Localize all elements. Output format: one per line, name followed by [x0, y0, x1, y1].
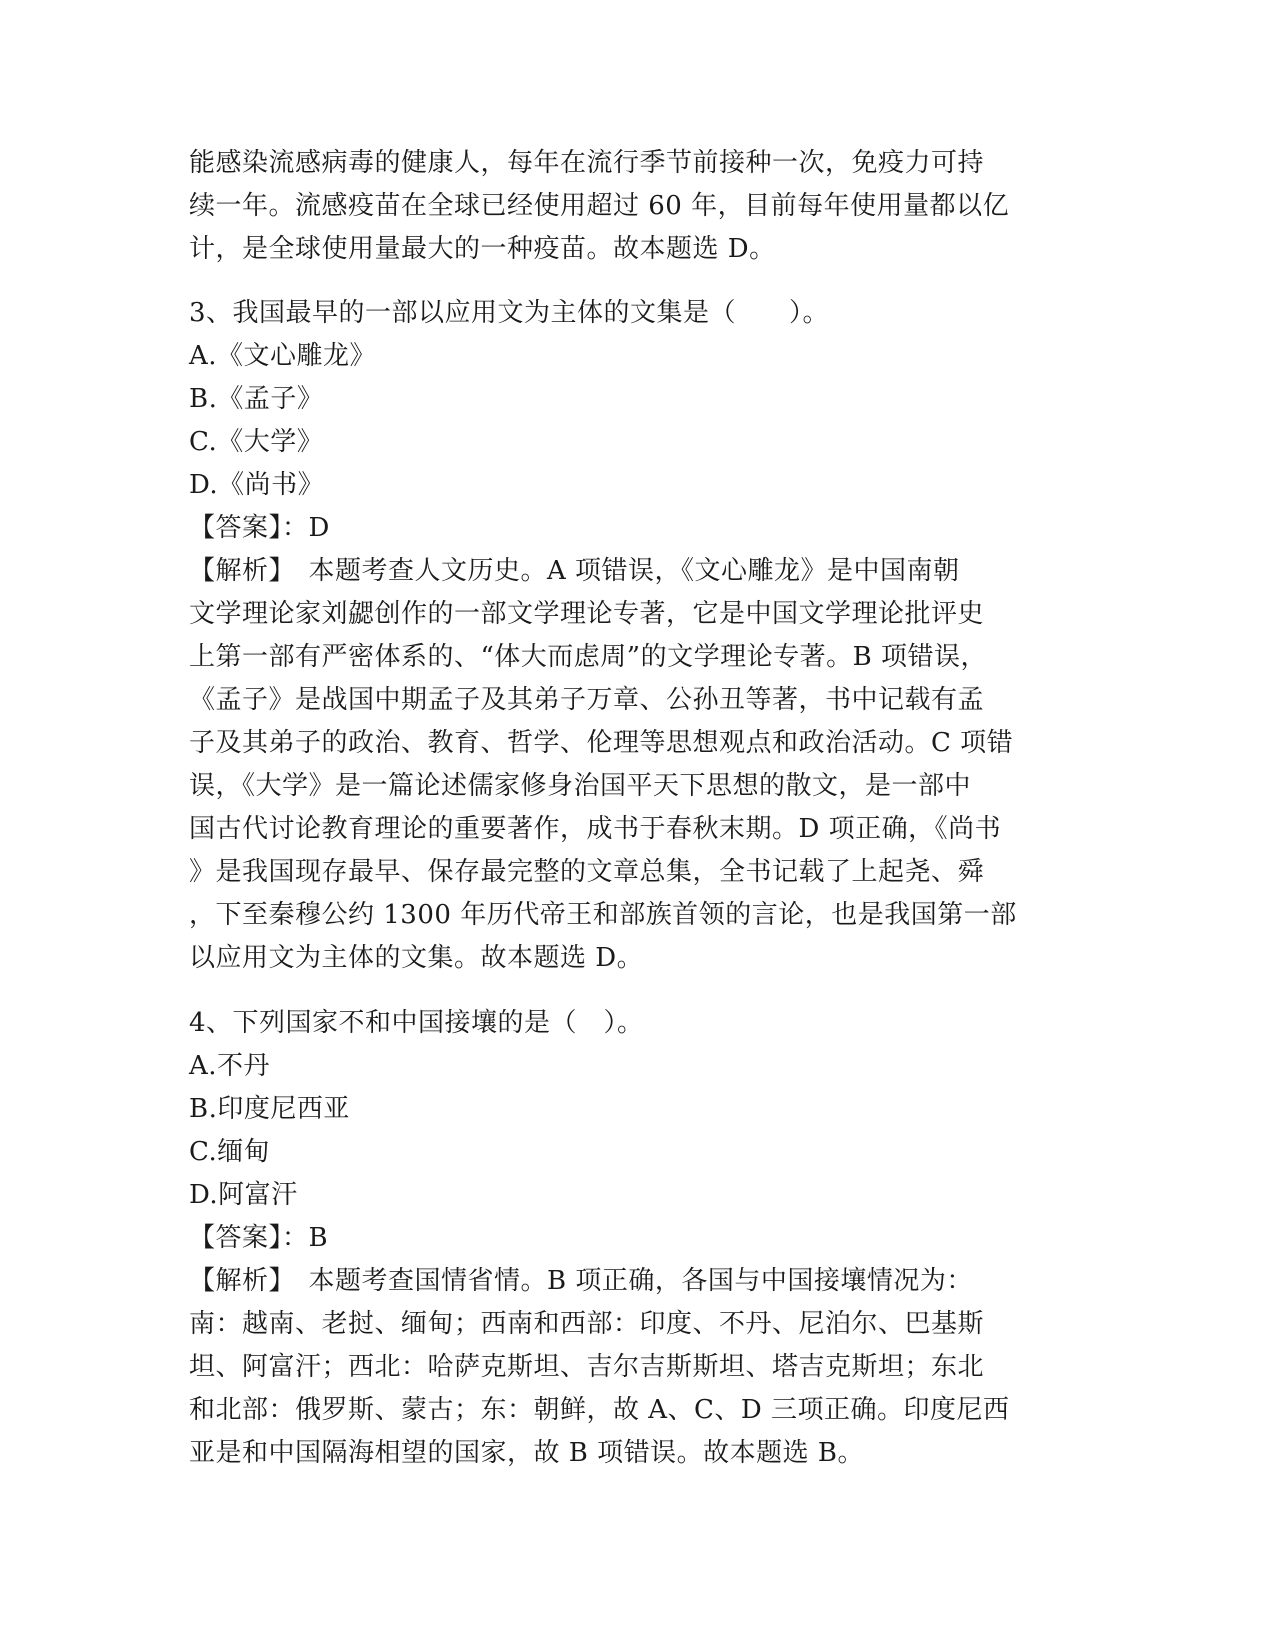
text-line: 计，是全球使用量最大的一种疫苗。故本题选 D。	[189, 234, 776, 264]
option-a: A.《文心雕龙》	[189, 341, 377, 371]
document-page	[189, 142, 1089, 1475]
question-text: 3、我国最早的一部以应用文为主体的文集是（ ）。	[189, 298, 830, 328]
explanation-line: 》是我国现存最早、保存最完整的文章总集，全书记载了上起尧、舜	[189, 857, 985, 887]
explanation-line: ，下至秦穆公约 1300 年历代帝王和部族首领的言论，也是我国第一部	[189, 900, 1017, 930]
explanation-line: 【解析】 本题考查国情省情。B 项正确，各国与中国接壤情况为：	[189, 1266, 973, 1296]
question-text: 4、下列国家不和中国接壤的是（ ）。	[189, 1008, 644, 1038]
option-c: C.缅甸	[189, 1137, 271, 1167]
option-a: A.不丹	[189, 1051, 271, 1081]
explanation-line: 文学理论家刘勰创作的一部文学理论专著，它是中国文学理论批评史	[189, 599, 985, 629]
option-c: C.《大学》	[189, 427, 324, 457]
explanation-line: 国古代讨论教育理论的重要著作，成书于春秋末期。D 项正确，《尚书	[189, 814, 1002, 844]
option-d: D.《尚书》	[189, 470, 325, 500]
explanation-line: 子及其弟子的政治、教育、哲学、伦理等思想观点和政治活动。C 项错	[189, 728, 1014, 758]
text-line: 能感染流感病毒的健康人，每年在流行季节前接种一次，免疫力可持	[189, 148, 985, 178]
question-3	[189, 292, 1089, 980]
explanation-line: 南：越南、老挝、缅甸；西南和西部：印度、不丹、尼泊尔、巴基斯	[189, 1309, 985, 1339]
option-b: B.《孟子》	[189, 384, 324, 414]
text-line: 续一年。流感疫苗在全球已经使用超过 60 年，目前每年使用量都以亿	[189, 191, 1010, 221]
explanation-line: 坦、阿富汗；西北：哈萨克斯坦、吉尔吉斯斯坦、塔吉克斯坦；东北	[189, 1352, 985, 1382]
question-4	[189, 1002, 1089, 1475]
explanation-line: 上第一部有严密体系的、“体大而虑周”的文学理论专著。B 项错误，	[189, 642, 987, 672]
option-d: D.阿富汗	[189, 1180, 298, 1210]
intro-explanation	[189, 142, 1089, 271]
explanation-line: 【解析】 本题考查人文历史。A 项错误，《文心雕龙》是中国南朝	[189, 556, 960, 586]
explanation-line: 误，《大学》是一篇论述儒家修身治国平天下思想的散文，是一部中	[189, 771, 972, 801]
option-b: B.印度尼西亚	[189, 1094, 350, 1124]
explanation-line: 亚是和中国隔海相望的国家，故 B 项错误。故本题选 B。	[189, 1438, 865, 1468]
answer-line: 【答案】：B	[189, 1223, 329, 1253]
explanation-line: 以应用文为主体的文集。故本题选 D。	[189, 943, 644, 973]
explanation-line: 和北部：俄罗斯、蒙古；东：朝鲜，故 A、C、D 三项正确。印度尼西	[189, 1395, 1010, 1425]
explanation-line: 《孟子》是战国中期孟子及其弟子万章、公孙丑等著，书中记载有孟	[189, 685, 985, 715]
answer-line: 【答案】：D	[189, 513, 330, 543]
